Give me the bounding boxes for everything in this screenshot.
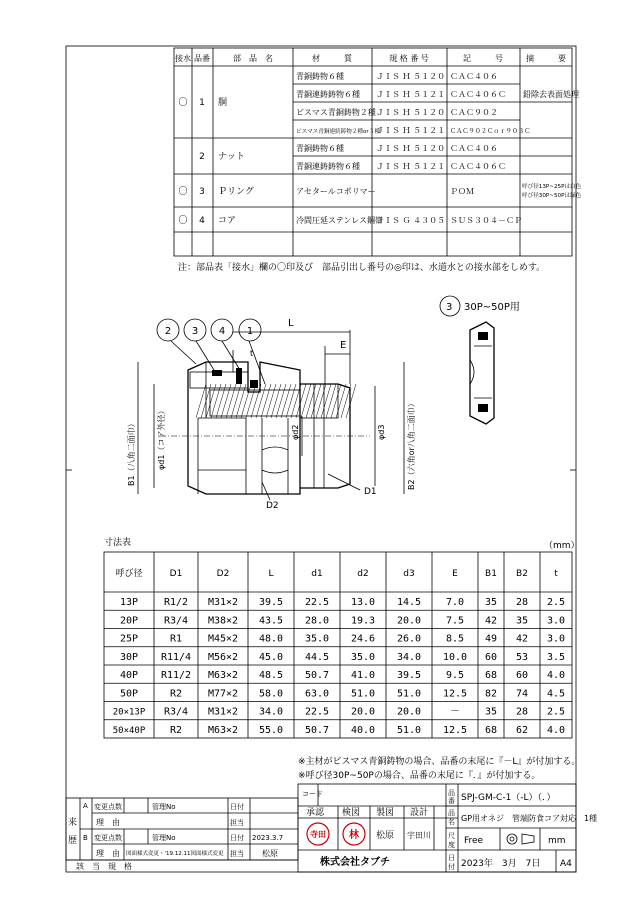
dim-cell: M31×2 [207,597,239,608]
dim-cell: 51.0 [350,688,376,700]
dim-B2-label: B2（六角or八角二面巾） [407,399,416,490]
company-name: 株式会社タブチ [320,857,390,868]
parts-header-6: 摘 要 [526,54,566,63]
dim-cell: 4.5 [546,688,566,700]
check-label: 検図 [342,808,361,818]
date-b-label: 日付 [230,834,244,842]
title-block [66,784,597,872]
parts-symbol-4: ＣＡＣ４０６ [450,144,498,153]
row-b-mark: B [83,834,88,842]
dim-cell: 28.0 [304,615,330,627]
dim-cell: M77×2 [207,688,239,700]
dim-cell: M63×2 [207,670,239,681]
dim-cell: 2.5 [546,597,566,608]
parts-no-4: 2 [199,152,205,162]
dim-header-3: L [268,569,274,579]
draw-label: 製図 [376,808,395,818]
parts-header-1: 品番 [194,54,210,63]
dim-cell: M38×2 [207,615,239,627]
dim-cell: 49 [484,633,498,645]
parts-symbol-7: ＳＵＳ３０４－ＣＰ [450,216,522,225]
dim-cell: 4.0 [546,670,566,681]
parts-std-0: ＪＩＳ Ｈ ５１２０ [376,72,446,81]
scale-label-2: 度 [448,841,455,849]
date-b-value: 2023.3.7 [252,834,284,842]
dim-cell: 28 [515,597,529,608]
dim-D1-label: D1 [364,487,377,497]
dim-cell: 68 [484,670,498,681]
charge-b-value: 松原 [262,849,278,858]
dim-D2-label: D2 [266,501,279,511]
dim-cell: 44.5 [304,651,330,663]
dim-cell: 20×13P [112,707,146,718]
dim-cell: 53 [515,651,529,663]
dim-L-label: L [288,318,294,329]
change-points-b: 変更点数 [94,834,122,842]
dim-cell: 7.5 [445,615,465,627]
parts-symbol-2: ＣＡＣ９０２ [450,108,498,117]
dim-header-8: B1 [485,569,497,579]
parts-material-1: 青銅連鋳鋳物６種 [296,90,360,99]
dim-cell: － [450,706,460,718]
issue-date: 2023年 3月 7日 [461,859,541,869]
dim-cell: 42 [484,615,498,627]
approve-label: 承認 [306,808,325,818]
parts-name-7: コア [218,216,237,226]
parts-symbol-5: ＣＡＣ４０６Ｃ [450,162,506,171]
dim-cell: 58.0 [258,688,284,700]
dim-header-2: D2 [216,569,230,579]
code-label: コード [302,790,323,798]
dim-note-2: ※呼び径30P~50Pの場合、品番の末尾に『．』が付加する。 [298,771,541,781]
dim-cell: 43.5 [258,615,284,627]
dim-cell: 13.0 [350,597,376,608]
dim-cell: 9.5 [445,670,465,681]
dim-cell: 20.0 [396,706,422,718]
dim-cell: R1 [169,633,183,645]
detail-title: 30P~50P用 [464,302,520,313]
dim-cell: 60 [484,651,498,663]
dim-B1-label: B1（八角二面巾） [127,419,136,486]
dim-header-9: B2 [516,569,528,579]
dim-cell: 26.0 [396,633,422,645]
dim-d2-label: φd2 [291,424,300,440]
dim-cell: R1/2 [163,597,189,608]
dim-d3-label: φd3 [377,424,386,440]
parts-water-6: 〇 [178,187,188,197]
parts-std-7: ＪＩＳ Ｇ ４３０５ [376,216,446,225]
parts-water-0: 〇 [178,98,188,108]
reason-b: 理 由 [96,849,120,858]
dim-cell: 3.0 [546,615,566,627]
dim-cell: 39.5 [396,670,422,681]
dim-cell: 13P [119,597,139,608]
parts-header-2: 部 品 名 [233,54,273,63]
dim-cell: 35.0 [304,633,330,645]
drafter-name: 松原 [376,831,395,841]
projection-symbol-icon [507,834,534,844]
dim-cell: 48.0 [258,633,284,645]
dim-cell: 40P [119,670,139,681]
charge-b-label: 担当 [230,850,244,858]
design-label: 設計 [410,808,429,818]
dim-cell: 28 [515,706,529,718]
name-label-1: 品 [448,809,455,817]
charge-a: 担当 [230,819,244,827]
dim-header-5: d2 [357,569,369,579]
dim-cell: M45×2 [207,633,239,645]
change-points-a: 変更点数 [94,803,122,811]
dim-cell: 63.0 [304,688,330,700]
dim-cell: 3.5 [546,651,566,663]
dim-cell: 50.7 [304,670,330,681]
mgmt-no-a: 管理No [152,803,176,811]
designer-name: 宇田川 [407,831,431,840]
parts-symbol-0: ＣＡＣ４０６ [450,72,498,81]
dim-header-4: d1 [311,569,323,579]
dim-cell: R3/4 [163,615,189,627]
parts-no-0: 1 [199,98,205,108]
dim-cell: 62 [515,724,529,736]
dim-cell: 34.0 [396,651,422,663]
parts-note-0: 鉛除去表面処理 [523,90,579,99]
date-label-1: 日 [448,854,455,862]
dim-cell: 30P [119,651,139,663]
dim-cell: 50P [119,688,139,700]
scale-value: Free [464,836,484,846]
parts-table [174,48,582,273]
parts-header-4: 規 格 番 号 [389,54,429,63]
dim-cell: R3/4 [163,706,189,718]
dim-cell: 4.0 [546,724,566,736]
parts-material-6: アセタールコポリマー [296,187,376,196]
parts-water-7: 〇 [178,216,188,226]
dim-cell: 35.0 [350,651,376,663]
part-no-label-1: 品 [448,789,455,797]
dim-header-7: E [452,569,458,579]
balloon-number-3: 1 [246,326,254,337]
dim-header-1: D1 [169,569,183,579]
dim-cell: M63×2 [207,724,239,736]
dim-cell: 8.5 [445,633,465,645]
history-label-1: 来 [68,818,78,828]
parts-no-6: 3 [199,187,205,197]
dim-cell: R2 [169,724,183,736]
parts-header-5: 記 号 [463,54,503,63]
parts-symbol-6: ＰＯＭ [450,187,474,196]
dim-cell: R2 [169,688,183,700]
dim-cell: 50.7 [304,724,330,736]
row-a-mark: A [83,802,88,810]
dim-table-unit: （mm） [544,541,580,551]
dim-header-6: d3 [403,569,415,579]
dim-cell: 42 [515,633,529,645]
dim-cell: 20P [119,615,139,627]
dimension-table [104,536,580,781]
dim-cell: R11/2 [160,670,192,681]
check-stamp-text: 林 [349,830,359,841]
parts-material-2: ビスマス青銅鋳物２種 [296,108,376,117]
dim-cell: 12.5 [442,688,468,700]
detail-view-p-ring [440,296,520,424]
dim-cell: 20.0 [396,615,422,627]
dim-cell: 12.5 [442,724,468,736]
dim-cell: 35 [484,597,498,608]
dim-cell: 50×40P [112,725,146,736]
reason-a: 理 由 [96,818,120,827]
dim-cell: R11/4 [160,651,192,663]
dim-cell: M56×2 [207,651,239,663]
dim-cell: M31×2 [207,706,239,718]
dim-cell: 35 [484,706,498,718]
dim-cell: 19.3 [350,615,376,627]
mgmt-no-b: 管理No [152,834,176,842]
dim-cell: 34.0 [258,706,284,718]
dim-d1-label: φd1（コア外径） [157,406,166,470]
parts-header-0: 接水 [175,54,191,63]
name-label-2: 名 [448,818,455,826]
dim-cell: 7.0 [445,597,465,608]
parts-material-4: 青銅鋳物６種 [296,144,344,153]
parts-symbol-1: ＣＡＣ４０６Ｃ [450,90,506,99]
balloon-number-0: 2 [164,326,172,337]
parts-name-6: Ｐリング [218,187,254,197]
applicable-std: 該 当 規 格 [76,862,132,871]
dim-cell: 74 [515,688,529,700]
parts-std-4: ＪＩＳ Ｈ ５１２０ [376,144,446,153]
part-name: GP用オネジ 管端防食コア対応 1種 [461,814,598,823]
parts-material-5: 青銅連鋳鋳物６種 [296,162,360,171]
dim-cell: 45.0 [258,651,284,663]
dim-cell: 60 [515,670,529,681]
parts-symbol-3: ＣＡＣ９０２Ｃｏｒ９０３Ｃ [450,128,531,135]
dim-cell: 39.5 [258,597,284,608]
unit-value: mm [548,836,566,846]
part-no: SPJ-GM-C-1（-L）（．） [461,793,556,803]
dim-cell: 55.0 [258,724,284,736]
parts-note-6: 呼び径13P~25Pは白色呼び径30P~50Pは緑色 [522,184,582,199]
dim-E-label: E [340,340,347,351]
parts-no-7: 4 [199,216,205,226]
parts-material-3: ビスマス青銅連続鋳物２種or３種 [296,129,380,135]
dim-table-title: 寸法表 [104,538,132,548]
parts-std-1: ＪＩＳ Ｈ ５１２１ [376,90,446,99]
balloon-number-1: 3 [191,326,199,337]
dim-cell: 24.6 [350,633,376,645]
dim-cell: 10.0 [442,651,468,663]
dim-cell: 22.5 [304,597,330,608]
dim-t-label: t [250,349,254,358]
parts-header-3: 材 質 [312,54,352,63]
dim-cell: 25P [119,633,139,645]
history-label-2: 歴 [68,836,78,846]
dim-note-1: ※主材がビスマス青銅鋳物の場合、品番の末尾に『－L』が付加する。 [298,757,581,767]
parts-std-2: ＪＩＳ Ｈ ５１２０ [376,108,446,117]
dim-cell: 48.5 [258,670,284,681]
dim-cell: 35 [515,615,529,627]
parts-name-0: 胴 [218,98,228,108]
dim-cell: 20.0 [350,706,376,718]
reason-b-value: 図面様式変更・'19.12.11図面様式変更 [126,851,224,857]
dim-cell: 40.0 [350,724,376,736]
dim-cell: 51.0 [396,724,422,736]
date-label-2: 付 [448,863,455,871]
dim-cell: 22.5 [304,706,330,718]
date-a: 日付 [230,803,244,811]
dim-cell: 82 [484,688,498,700]
dim-cell: 3.0 [546,633,566,645]
parts-std-5: ＪＩＳ Ｈ ５１２１ [376,162,446,171]
dim-cell: 68 [484,724,498,736]
parts-std-3: ＪＩＳ Ｈ ５１２１ [376,126,446,135]
approval-stamp-text: 寺田 [310,830,326,839]
dim-cell: 41.0 [350,670,376,681]
main-section-view [126,318,416,511]
dim-header-0: 呼び径 [115,569,143,579]
dim-cell: 2.5 [546,706,566,718]
dim-cell: 51.0 [396,688,422,700]
dim-header-10: t [554,569,558,579]
paper-size: A4 [560,859,572,869]
dim-cell: 14.5 [396,597,422,608]
parts-material-7: 冷間圧延ステンレス鋼帯 [296,216,383,225]
parts-material-0: 青銅鋳物６種 [296,72,344,81]
parts-footnote: 注：部品表「接水」欄の〇印及び 部品引出し番号の◎印は、水道水との接水部をしめす。 [178,263,546,273]
parts-name-4: ナット [218,152,245,162]
part-no-label-2: 番 [448,797,455,805]
detail-balloon-number: 3 [446,302,453,313]
scale-label-1: 尺 [448,832,455,840]
balloon-number-2: 4 [218,326,226,337]
